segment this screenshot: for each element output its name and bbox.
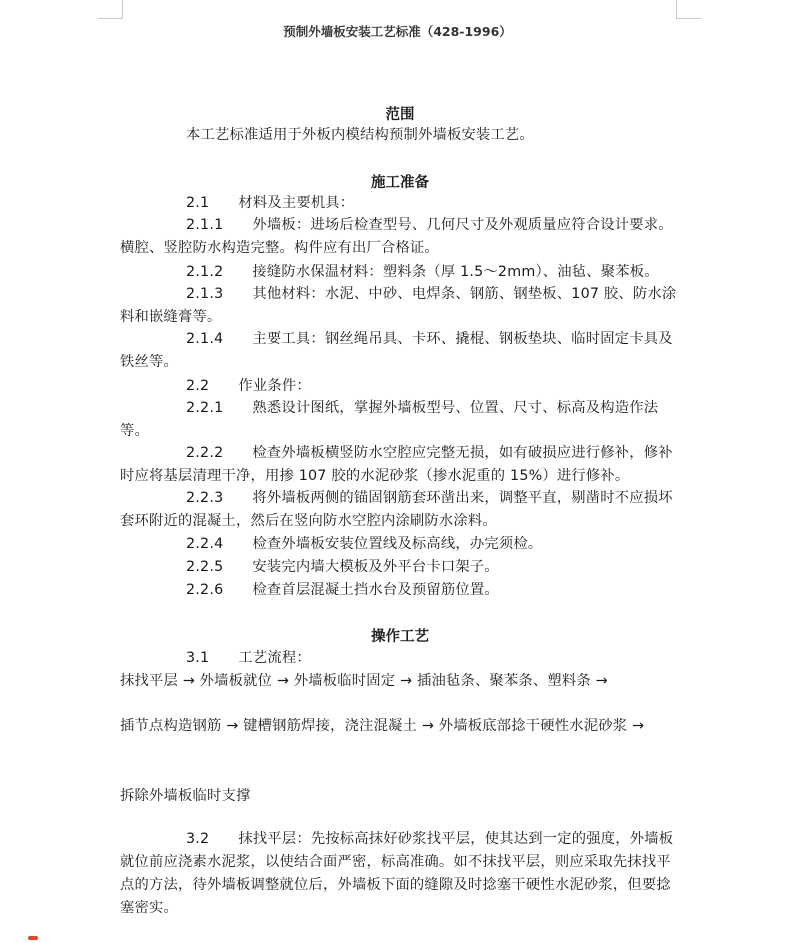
clause-2-1-4: 2.1.4 主要工具：钢丝绳吊具、卡环、撬棍、钢板垫块、临时固定卡具及铁丝等。 [120,331,673,370]
flow-line-1: 抹找平层 → 外墙板就位 → 外墙板临时固定 → 插油毡条、聚苯条、塑料条 → [120,673,608,689]
clause-2-2-1: 2.2.1 熟悉设计图纸，掌握外墙板型号、位置、尺寸、标高及构造作法等。 [120,400,659,439]
clause-2-1-3: 2.1.3 其他材料：水泥、中砂、电焊条、钢筋、钢垫板、107 胶、防水涂料和嵌缝膏等。 [120,286,677,325]
section-title-preparation: 施工准备 [371,174,429,191]
flow-line-3: 拆除外墙板临时支撑 [120,788,251,804]
clause-2-2-2: 2.2.2 检查外墙板横竖防水空腔应完整无损，如有破损应进行修补，修补时应将基层清理干净，用掺 107 胶的水泥砂浆（掺水泥重的 15%）进行修补。 [120,445,673,484]
clause-2-2-6: 2.2.6 检查首层混凝土挡水台及预留筋位置。 [186,582,499,598]
clause-2-2-3: 2.2.3 将外墙板两侧的锚固钢筋套环凿出来，调整平直，剔凿时不应损坏套环附近的混凝土，然后在竖向防水空腔内涂刷防水涂料。 [120,490,673,529]
crop-mark-top-left [98,0,123,19]
clause-3-2: 3.2 抹找平层：先按标高抹好砂浆找平层，使其达到一定的强度，外墙板就位前应浇素水泥浆，以使结合面严密，标高准确。如不抹找平层，则应采取先抹找平点的方法，待外墙板调整就位后，外墙板下面的缝隙及时捻塞干硬性水泥砂浆，但要捻塞密实。 [120,831,674,916]
scope-text: 本工艺标准适用于外板内模结构预制外墙板安装工艺。 [186,127,534,143]
clause-3-1: 3.1 工艺流程： [186,650,311,666]
crop-mark-top-right [676,0,701,19]
clause-2-2-4: 2.2.4 检查外墙板安装位置线及标高线，办完须检。 [186,536,543,552]
clause-2-1-1: 2.1.1 外墙板：进场后检查型号、几何尺寸及外观质量应符合设计要求。横腔、竖腔防水构造完整。构件应有出厂合格证。 [120,217,673,256]
taskbar-edge-fragment [0,933,40,943]
flow-line-2: 插节点构造钢筋 → 键槽钢筋焊接，浇注混凝土 → 外墙板底部捻干硬性水泥砂浆 → [120,718,645,734]
page-header: 预制外墙板安装工艺标准（428-1996） [283,24,512,39]
section-title-scope: 范围 [385,106,415,123]
clause-2-1: 2.1 材料及主要机具： [186,195,355,211]
clause-2-2: 2.2 作业条件： [186,378,311,394]
section-title-process: 操作工艺 [371,628,429,645]
clause-2-2-5: 2.2.5 安装完内墙大模板及外平台卡口架子。 [186,559,499,575]
clause-2-1-2: 2.1.2 接缝防水保温材料：塑料条（厚 1.5～2mm）、油毡、聚苯板。 [186,264,659,280]
